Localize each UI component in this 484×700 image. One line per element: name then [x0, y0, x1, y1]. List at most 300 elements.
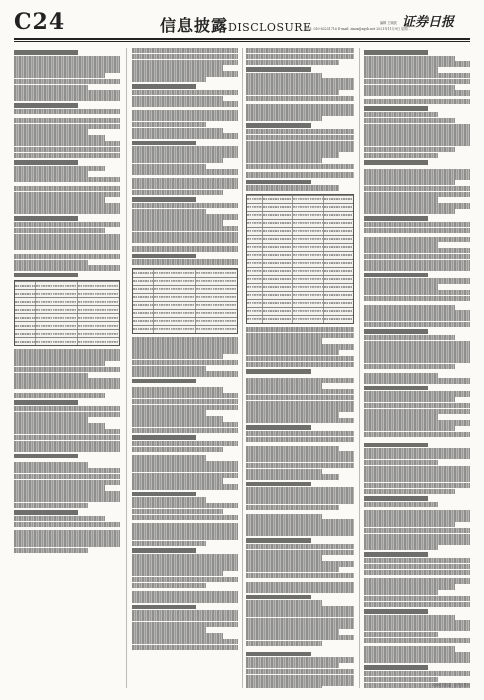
- text-line: [246, 525, 354, 530]
- text-line: [132, 220, 223, 225]
- text-line: [364, 466, 470, 471]
- text-line: [364, 420, 470, 425]
- table-cell: [77, 298, 119, 305]
- text-line: [14, 67, 120, 72]
- text-column-4: [364, 48, 470, 688]
- table-cell: [292, 220, 322, 227]
- text-line: [246, 635, 354, 640]
- table-row: [133, 309, 237, 317]
- text-line: [14, 203, 120, 208]
- text-line: [132, 478, 223, 483]
- table-cell: [262, 244, 292, 251]
- table-cell: [262, 276, 292, 283]
- text-line: [132, 90, 238, 95]
- text-line: [364, 409, 470, 414]
- text-line: [246, 338, 322, 343]
- text-line: [246, 84, 354, 89]
- table-cell: [262, 316, 292, 323]
- section-title: [160, 13, 312, 36]
- text-line: [364, 386, 428, 391]
- table-cell: [292, 228, 322, 235]
- text-line: [132, 622, 238, 627]
- text-line: [14, 153, 120, 158]
- text-line: [364, 129, 470, 134]
- table-cell: [77, 282, 119, 289]
- text-line: [246, 469, 322, 474]
- text-line: [132, 565, 238, 570]
- table-cell: [323, 308, 353, 315]
- text-line: [14, 349, 120, 354]
- text-line: [246, 383, 322, 388]
- table-cell: [15, 322, 35, 329]
- table-cell: [77, 338, 119, 345]
- disclosure-table: [132, 268, 238, 334]
- text-line: [132, 337, 238, 342]
- table-cell: [247, 300, 262, 307]
- text-line: [246, 663, 339, 668]
- table-row: [247, 259, 353, 267]
- table-cell: [292, 212, 322, 219]
- table-cell: [323, 292, 353, 299]
- table-row: [133, 269, 237, 277]
- table-cell: [292, 276, 322, 283]
- table-cell: [247, 244, 262, 251]
- text-line: [132, 101, 238, 106]
- text-line: [246, 141, 354, 146]
- table-cell: [35, 338, 77, 345]
- table-cell: [195, 326, 237, 333]
- table-cell: [323, 316, 353, 323]
- text-line: [246, 135, 354, 140]
- table-row: [133, 325, 237, 333]
- table-cell: [262, 204, 292, 211]
- text-line: [14, 393, 105, 398]
- text-line: [246, 600, 322, 605]
- table-cell: [15, 314, 35, 321]
- table-row: [247, 299, 353, 307]
- text-line: [14, 406, 120, 411]
- text-line: [132, 71, 238, 76]
- text-line: [364, 496, 428, 501]
- text-line: [246, 431, 354, 436]
- disclosure-table: [14, 280, 120, 346]
- text-line: [132, 84, 196, 89]
- text-line: [14, 109, 120, 114]
- text-line: [14, 129, 88, 134]
- text-line: [132, 399, 238, 404]
- table-cell: [153, 302, 195, 309]
- text-line: [364, 180, 455, 185]
- text-line: [364, 186, 470, 191]
- table-cell: [262, 284, 292, 291]
- text-line: [132, 190, 223, 195]
- text-line: [14, 50, 78, 55]
- table-cell: [323, 228, 353, 235]
- text-line: [364, 56, 455, 61]
- table-row: [247, 219, 353, 227]
- text-line: [14, 234, 120, 239]
- text-line: [14, 147, 120, 152]
- paragraph-gap: [246, 647, 354, 650]
- text-line: [14, 73, 105, 78]
- table-cell: [247, 252, 262, 259]
- table-cell: [323, 244, 353, 251]
- text-line: [246, 110, 354, 115]
- text-line: [14, 485, 105, 490]
- table-cell: [262, 268, 292, 275]
- text-line: [364, 615, 455, 620]
- text-line: [246, 96, 354, 101]
- table-cell: [35, 330, 77, 337]
- table-cell: [292, 268, 322, 275]
- text-line: [132, 554, 238, 559]
- header-rule-thick: [14, 38, 470, 40]
- table-cell: [247, 284, 262, 291]
- text-line: [364, 296, 470, 301]
- text-line: [132, 146, 238, 151]
- table-cell: [15, 298, 35, 305]
- text-line: [364, 352, 470, 357]
- text-line: [364, 358, 470, 363]
- text-line: [246, 158, 322, 163]
- table-cell: [153, 294, 195, 301]
- table-row: [247, 251, 353, 259]
- text-line: [132, 410, 206, 415]
- text-line: [364, 471, 470, 476]
- text-line: [364, 534, 470, 539]
- text-line: [132, 197, 196, 202]
- text-line: [364, 502, 438, 507]
- text-line: [364, 510, 470, 515]
- table-cell: [77, 322, 119, 329]
- text-line: [246, 555, 322, 560]
- text-line: [364, 329, 428, 334]
- text-line: [132, 548, 196, 553]
- disclosure-content: [14, 48, 470, 688]
- text-line: [246, 104, 354, 109]
- table-cell: [15, 306, 35, 313]
- table-cell: [247, 260, 262, 267]
- table-cell: [195, 310, 237, 317]
- table-cell: [292, 252, 322, 259]
- table-cell: [35, 306, 77, 313]
- text-line: [14, 124, 120, 129]
- table-cell: [15, 330, 35, 337]
- text-line: [364, 237, 470, 242]
- text-line: [132, 455, 206, 460]
- table-cell: [247, 236, 262, 243]
- footer-note: 本版信息披露 · 证券日报社: [431, 683, 470, 687]
- text-line: [364, 174, 470, 179]
- paragraph-gap: [364, 438, 470, 441]
- text-line: [246, 451, 354, 456]
- text-line: [364, 169, 470, 174]
- page-number: C24: [14, 9, 66, 35]
- page-header: [0, 0, 484, 40]
- text-line: [132, 416, 223, 421]
- text-line: [132, 254, 196, 259]
- table-cell: [292, 244, 322, 251]
- text-line: [14, 503, 88, 508]
- text-line: [14, 491, 120, 496]
- table-cell: [15, 338, 35, 345]
- text-line: [364, 192, 470, 197]
- text-line: [132, 605, 196, 610]
- text-line: [132, 379, 196, 384]
- text-line: [132, 591, 238, 596]
- text-line: [246, 652, 311, 657]
- table-row: [247, 283, 353, 291]
- text-line: [14, 96, 120, 101]
- text-line: [14, 141, 120, 146]
- text-line: [246, 180, 311, 185]
- text-line: [14, 474, 120, 479]
- text-line: [132, 597, 238, 602]
- table-row: [247, 315, 353, 323]
- text-line: [132, 366, 206, 371]
- text-line: [14, 446, 120, 451]
- table-cell: [262, 300, 292, 307]
- text-line: [132, 627, 206, 632]
- text-line: [246, 595, 311, 600]
- text-line: [364, 106, 428, 111]
- text-line: [246, 567, 339, 572]
- text-line: [364, 454, 470, 459]
- text-line: [364, 85, 455, 90]
- table-row: [15, 321, 119, 329]
- text-line: [14, 79, 120, 84]
- table-cell: [323, 268, 353, 275]
- table-row: [133, 301, 237, 309]
- text-line: [14, 90, 120, 95]
- table-cell: [323, 284, 353, 291]
- text-line: [14, 542, 120, 547]
- text-line: [14, 171, 88, 176]
- text-line: [14, 254, 120, 259]
- text-line: [132, 577, 238, 582]
- text-line: [364, 118, 455, 123]
- header-rule-thin: [14, 41, 470, 42]
- text-line: [364, 552, 428, 557]
- text-line: [246, 544, 354, 549]
- table-row: [15, 313, 119, 321]
- text-line: [364, 665, 428, 670]
- text-line: [132, 535, 238, 540]
- text-line: [246, 561, 354, 566]
- text-line: [132, 515, 238, 520]
- text-line: [246, 680, 354, 685]
- table-cell: [133, 270, 153, 277]
- text-line: [132, 461, 238, 466]
- text-line: [364, 335, 455, 340]
- text-line: [246, 67, 311, 72]
- text-line: [14, 192, 120, 197]
- text-line: [364, 209, 455, 214]
- text-line: [132, 583, 206, 588]
- table-row: [247, 227, 353, 235]
- table-cell: [247, 276, 262, 283]
- table-row: [15, 337, 119, 345]
- text-line: [246, 350, 339, 355]
- text-line: [246, 54, 354, 59]
- text-line: [14, 177, 120, 182]
- text-line: [246, 116, 322, 121]
- text-line: [132, 492, 196, 497]
- text-line: [132, 209, 206, 214]
- text-line: [14, 135, 105, 140]
- text-line: [14, 228, 105, 233]
- text-line: [246, 172, 354, 177]
- text-line: [132, 503, 238, 508]
- table-cell: [35, 322, 77, 329]
- table-cell: [292, 204, 322, 211]
- table-row: [247, 235, 353, 243]
- text-line: [364, 265, 470, 270]
- table-cell: [153, 318, 195, 325]
- text-line: [364, 203, 470, 208]
- text-line: [246, 487, 354, 492]
- table-cell: [292, 292, 322, 299]
- text-line: [364, 73, 470, 78]
- text-line: [364, 602, 470, 607]
- text-line: [364, 273, 428, 278]
- text-line: [246, 406, 354, 411]
- text-line: [246, 505, 339, 510]
- table-row: [247, 307, 353, 315]
- text-line: [132, 96, 223, 101]
- table-cell: [195, 286, 237, 293]
- table-cell: [153, 286, 195, 293]
- text-line: [364, 99, 470, 104]
- text-line: [132, 226, 238, 231]
- text-line: [246, 60, 339, 65]
- table-row: [247, 275, 353, 283]
- table-cell: [262, 212, 292, 219]
- text-line: [364, 460, 438, 465]
- table-row: [15, 297, 119, 305]
- text-line: [132, 169, 238, 174]
- table-cell: [133, 278, 153, 285]
- table-cell: [292, 300, 322, 307]
- table-cell: [262, 228, 292, 235]
- text-line: [246, 686, 322, 688]
- text-line: [364, 228, 470, 233]
- text-line: [132, 110, 238, 115]
- text-line: [132, 473, 238, 478]
- text-line: [132, 77, 206, 82]
- text-line: [364, 620, 470, 625]
- text-line: [364, 222, 470, 227]
- text-line: [246, 185, 339, 190]
- text-line: [132, 141, 196, 146]
- text-line: [246, 123, 311, 128]
- text-line: [364, 545, 438, 550]
- table-cell: [35, 282, 77, 289]
- table-cell: [323, 196, 353, 203]
- table-cell: [15, 282, 35, 289]
- text-line: [364, 112, 438, 117]
- text-line: [364, 528, 470, 533]
- text-line: [364, 596, 470, 601]
- newspaper-logo: 证券日报: [402, 15, 455, 30]
- table-cell: [323, 236, 353, 243]
- text-line: [132, 523, 238, 528]
- text-line: [132, 203, 238, 208]
- text-line: [246, 641, 322, 646]
- text-line: [246, 499, 354, 504]
- text-line: [364, 671, 470, 676]
- text-line: [132, 484, 238, 489]
- text-line: [246, 164, 354, 169]
- table-cell: [247, 196, 262, 203]
- table-row: [247, 211, 353, 219]
- text-line: [364, 403, 470, 408]
- table-row: [133, 277, 237, 285]
- text-line: [132, 541, 206, 546]
- table-cell: [77, 306, 119, 313]
- table-row: [15, 281, 119, 289]
- text-line: [132, 371, 238, 376]
- text-line: [132, 348, 238, 353]
- text-line: [14, 361, 105, 366]
- text-line: [364, 67, 438, 72]
- text-line: [246, 395, 354, 400]
- text-line: [364, 316, 470, 321]
- text-line: [246, 618, 354, 623]
- text-line: [364, 558, 470, 563]
- text-line: [14, 536, 120, 541]
- table-row: [247, 195, 353, 203]
- text-line: [246, 538, 311, 543]
- text-line: [364, 284, 438, 289]
- text-line: [364, 477, 470, 482]
- text-line: [14, 516, 105, 521]
- text-line: [14, 522, 120, 527]
- text-line: [132, 133, 238, 138]
- text-line: [246, 550, 354, 555]
- text-line: [246, 629, 339, 634]
- text-line: [14, 441, 120, 446]
- table-cell: [133, 286, 153, 293]
- text-line: [364, 516, 470, 521]
- table-cell: [323, 220, 353, 227]
- text-line: [132, 60, 238, 65]
- text-line: [364, 364, 455, 369]
- text-line: [246, 412, 339, 417]
- text-line: [132, 342, 238, 347]
- text-line: [132, 559, 238, 564]
- text-line: [132, 184, 238, 189]
- text-line: [132, 164, 206, 169]
- text-line: [246, 327, 354, 332]
- text-line: [364, 79, 470, 84]
- text-line: [364, 90, 470, 95]
- text-line: [132, 497, 206, 502]
- text-line: [132, 616, 238, 621]
- text-line: [132, 435, 196, 440]
- table-cell: [247, 292, 262, 299]
- text-line: [246, 356, 354, 361]
- text-line: [246, 474, 339, 479]
- editor-line: 编辑 王晓波: [380, 21, 397, 25]
- text-line: [246, 582, 354, 587]
- text-line: [14, 186, 120, 191]
- text-line: [364, 609, 428, 614]
- text-line: [364, 346, 470, 351]
- text-line: [14, 265, 120, 270]
- text-line: [132, 610, 238, 615]
- text-line: [14, 222, 120, 227]
